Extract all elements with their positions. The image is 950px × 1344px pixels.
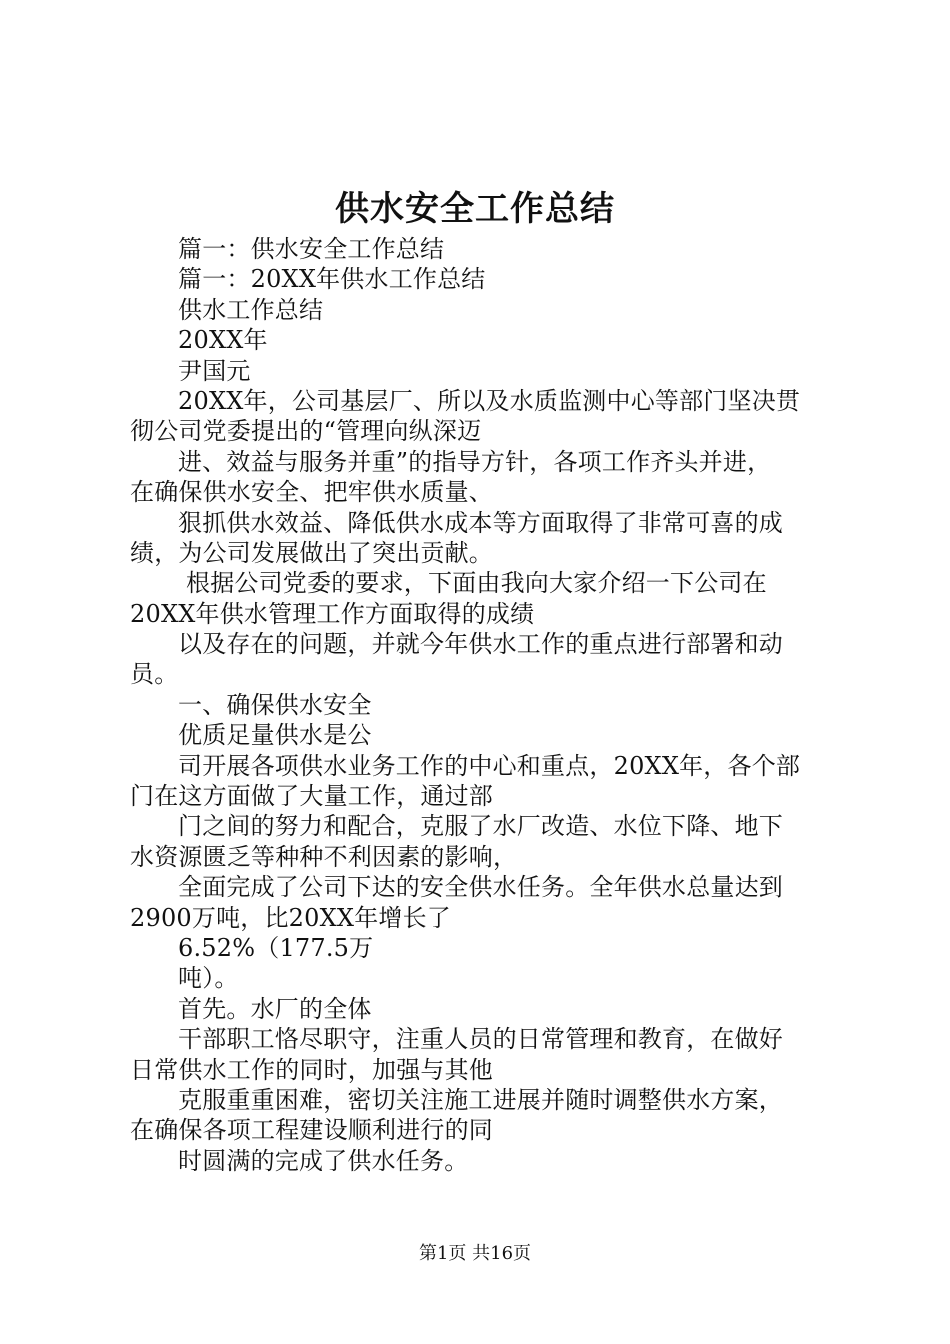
text-line: 全面完成了公司下达的安全供水任务。全年供水总量达到 bbox=[178, 873, 783, 902]
text-line: 日常供水工作的同时，加强与其他 bbox=[130, 1055, 493, 1084]
text-line: 在确保供水安全、把牢供水质量、 bbox=[130, 478, 493, 507]
text-line: 门在这方面做了大量工作，通过部 bbox=[130, 782, 493, 811]
text-line: 一、确保供水安全 bbox=[178, 690, 372, 719]
page-footer: 第1页 共16页 bbox=[418, 1243, 532, 1264]
text-line: 克服重重困难，密切关注施工进展并随时调整供水方案， bbox=[178, 1085, 783, 1114]
text-line: 尹国元 bbox=[178, 356, 251, 385]
text-line: 水资源匮乏等种种不利因素的影响， bbox=[130, 842, 518, 871]
document-title: 供水安全工作总结 bbox=[335, 189, 615, 229]
text-line: 篇一：20XX年供水工作总结 bbox=[178, 265, 486, 294]
text-line: 优质足量供水是公 bbox=[178, 721, 372, 750]
text-line: 20XX年 bbox=[178, 326, 268, 355]
text-line: 员。 bbox=[130, 660, 179, 689]
text-line: 20XX年供水管理工作方面取得的成绩 bbox=[130, 599, 535, 628]
text-line: 篇一：供水安全工作总结 bbox=[178, 235, 445, 263]
text-line: 在确保各项工程建设顺利进行的同 bbox=[130, 1116, 493, 1145]
text-line: 根据公司党委的要求，下面由我向大家介绍一下公司在 bbox=[186, 569, 767, 598]
text-line: 首先。水厂的全体 bbox=[178, 994, 372, 1023]
text-line: 供水工作总结 bbox=[178, 295, 324, 324]
document-body bbox=[130, 234, 830, 1176]
text-line: 干部职工恪尽职守，注重人员的日常管理和教育，在做好 bbox=[178, 1025, 783, 1054]
text-line: 吨）。 bbox=[178, 964, 239, 993]
text-line: 彻公司党委提出的“管理向纵深迈 bbox=[130, 417, 482, 446]
text-line: 以及存在的问题，并就今年供水工作的重点进行部署和动 bbox=[178, 630, 783, 659]
text-line: 门之间的努力和配合，克服了水厂改造、水位下降、地下 bbox=[178, 812, 783, 841]
text-line: 时圆满的完成了供水任务。 bbox=[178, 1146, 469, 1175]
text-line: 绩，为公司发展做出了突出贡献。 bbox=[130, 538, 493, 567]
text-line: 狠抓供水效益、降低供水成本等方面取得了非常可喜的成 bbox=[178, 508, 783, 537]
text-line: 20XX年，公司基层厂、所以及水质监测中心等部门坚决贯 bbox=[178, 386, 801, 415]
text-line: 司开展各项供水业务工作的中心和重点，20XX年，各个部 bbox=[178, 751, 801, 780]
text-line: 6.52%（177.5万 bbox=[178, 933, 374, 962]
text-line: 进、效益与服务并重”的指导方针，各项工作齐头并进， bbox=[178, 447, 772, 476]
text-line: 2900万吨，比20XX年增长了 bbox=[130, 903, 451, 932]
